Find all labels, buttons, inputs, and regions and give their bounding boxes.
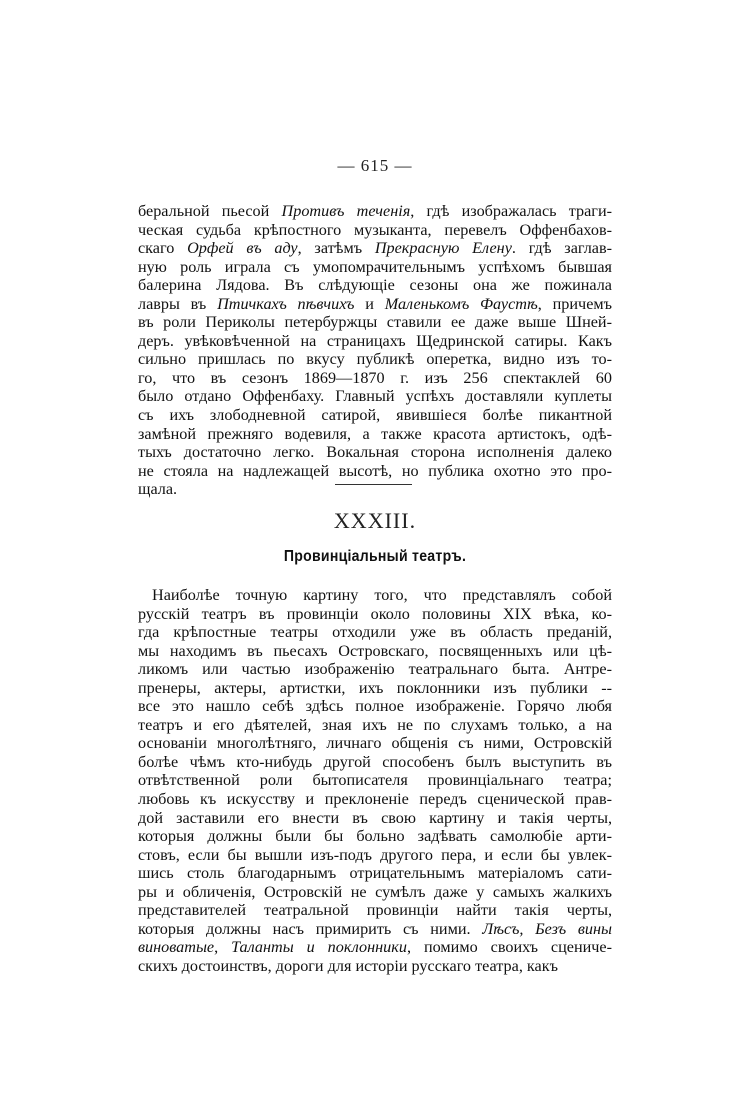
text-line: отвѣтственной роли бытописателя провинціальнаго театра;	[138, 771, 612, 790]
italic-title: Орфей въ аду	[187, 239, 298, 258]
text-line: балерина Лядова. Въ слѣдующіе сезоны она же пожинала	[138, 276, 612, 295]
text-line: лавры въ Птичкахъ пѣвчихъ и Маленькомъ Фаустѣ, причемъ	[138, 294, 612, 313]
text-line: беральной пьесой Противъ теченія, гдѣ изображалась траги-	[138, 202, 612, 220]
text-line: гда крѣпостные театры отходили уже въ область преданій,	[138, 623, 612, 642]
text-line: скихъ достоинствъ, дороги для исторіи русскаго театра, какъ	[138, 956, 558, 975]
text-line: не стояла на надлежащей высотѣ, но публика охотно это про-	[138, 461, 612, 480]
page-number: — 615 —	[337, 156, 413, 175]
text-line: тыхъ достаточно легко. Вокальная сторона исполненія далеко	[138, 443, 612, 462]
text-line: представителей театральной провинціи найти такія черты,	[138, 901, 612, 920]
text-line: было отдано Оффенбаху. Главный успѣхъ доставляли куплеты	[138, 387, 612, 406]
italic-title: Птичкахъ пѣвчихъ	[217, 294, 355, 313]
text-line: мы находимъ въ пьесахъ Островскаго, посвященныхъ или цѣ-	[138, 641, 612, 660]
text-line: русскій театръ въ провинціи около половины XIX вѣка, ко-	[138, 604, 612, 623]
text-line: щала.	[138, 480, 178, 499]
italic-title: Противъ теченія	[281, 202, 411, 220]
text-line: основаніи многолѣтняго, личнаго общенія съ ними, Островскій	[138, 734, 612, 753]
text-line: въ роли Периколы петербуржцы ставили ее даже выше Шней-	[138, 313, 612, 332]
text-line: пренеры, актеры, артистки, ихъ поклонники изъ публики --	[138, 678, 612, 697]
section-divider	[335, 484, 412, 485]
text-line: виноватые, Таланты и поклонники, помимо своихъ сцениче-	[138, 938, 612, 957]
chapter-title: Провинціальный театръ.	[283, 548, 467, 565]
text-line: все это нашло себѣ здѣсь полное изображеніе. Горячо любя	[138, 697, 612, 716]
text-line: Наиболѣе точную картину того, что представлялъ собой	[152, 586, 612, 604]
text-line: ную роль играла съ умопомрачительнымъ успѣхомъ бывшая	[138, 257, 612, 276]
text-line: скаго Орфей въ аду, затѣмъ Прекрасную Елену. гдѣ заглав-	[138, 239, 612, 258]
italic-title: Прекрасную Елену	[374, 239, 512, 258]
text-line: которыя должны насъ примирить съ ними. Лѣсъ, Безъ вины	[138, 919, 612, 938]
text-line: стовъ, если бы вышли изъ-подъ другого пера, и если бы увлек-	[138, 845, 612, 864]
text-line: го, что въ сезонъ 1869—1870 г. изъ 256 спектаклей 60	[138, 368, 612, 387]
previous-chapter-text	[138, 202, 612, 499]
text-line: любовь къ искусству и преклоненіе передъ сценической прав-	[138, 790, 612, 809]
text-line: шись столь благодарнымъ отрицательнымъ матеріаломъ сати-	[138, 864, 612, 883]
text-line: ры и обличенія, Островскій не сумѣлъ даже у самыхъ жалкихъ	[138, 882, 612, 901]
italic-title: Лѣсъ, Безъ вины	[482, 919, 612, 938]
text-line: замѣной прежняго водевиля, а также красота артистокъ, одѣ-	[138, 424, 612, 443]
text-line: дой заставили его внести въ свою картину и такія черты,	[138, 808, 612, 827]
text-line: ческая судьба крѣпостного музыканта, перевелъ Оффенбахов-	[138, 220, 612, 239]
text-line: болѣе чѣмъ кто-нибудь другой способенъ былъ выступить въ	[138, 752, 612, 771]
italic-title: Таланты и поклонники	[231, 938, 407, 957]
text-line: ликомъ или частью изображенію театральнаго быта. Антре-	[138, 660, 612, 679]
text-line: которыя должны были бы больно задѣвать самолюбіе арти-	[138, 827, 612, 846]
text-line: съ ихъ злободневной сатирой, явившіеся болѣе пикантной	[138, 406, 612, 425]
text-line: сильно пришлась по вкусу публикѣ оперетка, видно изъ то-	[138, 350, 612, 369]
text-line: деръ. увѣковѣченной на страницахъ Щедринской сатиры. Какъ	[138, 331, 612, 350]
text-line: театръ и его дѣятелей, зная ихъ не по слухамъ только, а на	[138, 715, 612, 734]
chapter-number: XXXIII.	[333, 508, 417, 533]
chapter-body-text	[138, 586, 612, 975]
italic-title: виноватые	[138, 938, 215, 957]
italic-title: Маленькомъ Фаустѣ	[384, 294, 538, 313]
